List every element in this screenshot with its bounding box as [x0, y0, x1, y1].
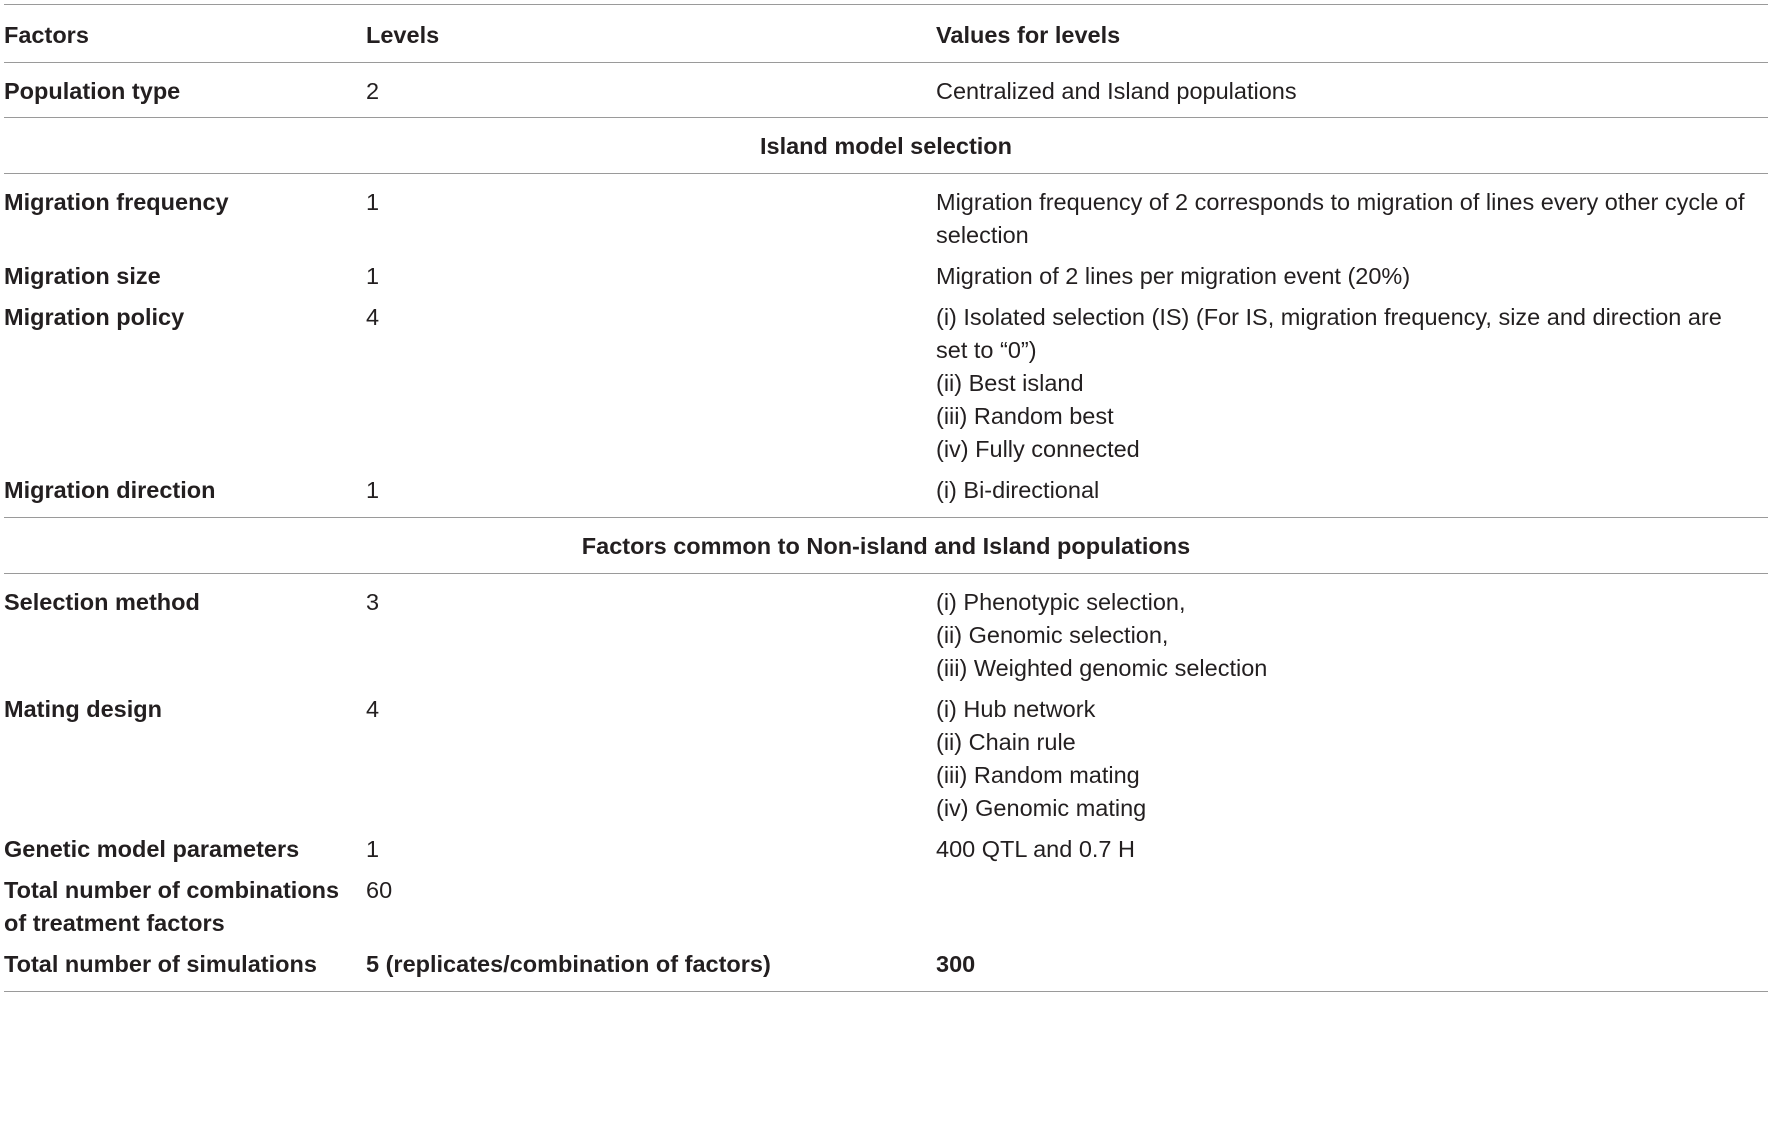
section-row-island	[4, 118, 1768, 174]
factor-cell: Population type	[4, 63, 366, 118]
table-row-total-simulations	[4, 944, 1768, 991]
levels-cell: 5 (replicates/combination of factors)	[366, 951, 771, 977]
table-row-migration-policy	[4, 297, 1768, 470]
value-line: (iii) Weighted genomic selection	[936, 655, 1268, 681]
factors-table	[4, 5, 1768, 991]
value-line: (i) Hub network	[936, 696, 1096, 722]
header-factors: Factors	[4, 5, 366, 63]
levels-cell: 3	[366, 589, 380, 615]
levels-cell: 4	[366, 304, 380, 330]
levels-cell: 2	[366, 63, 936, 118]
factors-table-container	[4, 4, 1768, 992]
value-cell	[936, 297, 1768, 470]
value-cell: 300	[936, 951, 976, 977]
levels-cell: 1	[366, 263, 380, 289]
table-row-migration-direction	[4, 470, 1768, 518]
value-cell	[936, 174, 1768, 257]
factor-cell: Genetic model parameters	[4, 836, 300, 862]
value-cell	[936, 689, 1768, 829]
value-line: (ii) Genomic selection,	[936, 622, 1169, 648]
value-line: (iv) Genomic mating	[936, 795, 1147, 821]
table-row-mating-design	[4, 689, 1768, 829]
header-levels: Levels	[366, 5, 936, 63]
levels-cell: 4	[366, 696, 380, 722]
section-row-common	[4, 518, 1768, 574]
value-cell	[936, 829, 1768, 870]
value-line: (ii) Best island	[936, 370, 1084, 396]
value-line: Migration frequency of 2 corresponds to migration of lines every other cycle of selection	[936, 189, 1745, 248]
header-values: Values for levels	[936, 5, 1768, 63]
levels-cell: 60	[366, 877, 393, 903]
factor-cell: Total number of combinations of treatment factors	[4, 877, 340, 936]
value-line: (i) Bi-directional	[936, 477, 1100, 503]
factor-cell: Migration policy	[4, 304, 185, 330]
factor-cell: Total number of simulations	[4, 951, 317, 977]
table-row-migration-frequency	[4, 174, 1768, 257]
factor-cell: Migration size	[4, 263, 161, 289]
value-cell	[936, 256, 1768, 297]
factor-cell: Selection method	[4, 589, 200, 615]
table-row-population-type	[4, 63, 1768, 118]
value-cell	[936, 470, 1768, 518]
table-header-row	[4, 5, 1768, 63]
value-line: (i) Isolated selection (IS) (For IS, migration frequency, size and direction are set to “0”)	[936, 304, 1722, 363]
levels-cell: 1	[366, 836, 380, 862]
section-heading-common: Factors common to Non-island and Island populations	[4, 518, 1768, 574]
factor-cell: Migration direction	[4, 470, 366, 518]
value-line: (iii) Random best	[936, 403, 1114, 429]
value-cell: Centralized and Island populations	[936, 63, 1768, 118]
value-line: (ii) Chain rule	[936, 729, 1076, 755]
table-row-selection-method	[4, 574, 1768, 690]
levels-cell: 1	[366, 470, 936, 518]
value-line: (i) Phenotypic selection,	[936, 589, 1186, 615]
value-line: (iii) Random mating	[936, 762, 1140, 788]
value-cell	[936, 574, 1768, 690]
value-cell	[936, 870, 1768, 944]
section-heading-island: Island model selection	[4, 118, 1768, 174]
factor-cell: Migration frequency	[4, 189, 229, 215]
table-row-genetic-model	[4, 829, 1768, 870]
table-row-migration-size	[4, 256, 1768, 297]
value-line: 400 QTL and 0.7 H	[936, 836, 1136, 862]
value-line: (iv) Fully connected	[936, 436, 1140, 462]
factor-cell: Mating design	[4, 696, 162, 722]
levels-cell: 1	[366, 189, 380, 215]
table-row-total-combinations	[4, 870, 1768, 944]
value-line: Migration of 2 lines per migration event (20%)	[936, 263, 1411, 289]
